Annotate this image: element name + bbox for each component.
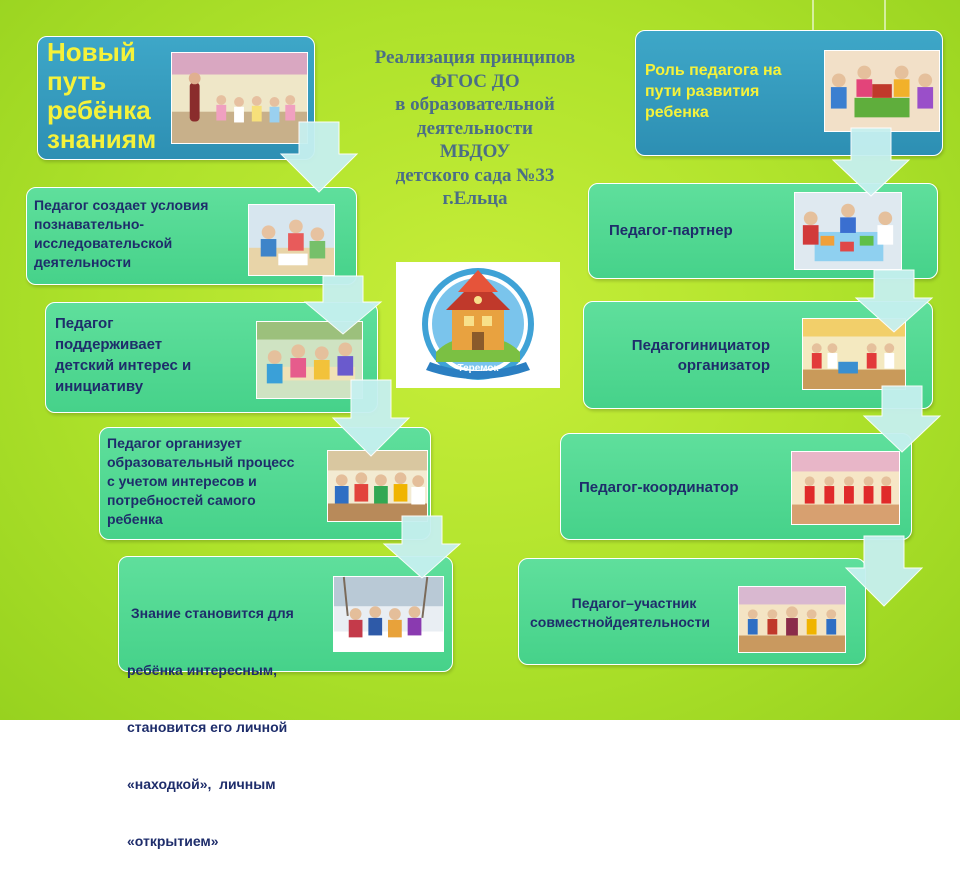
photo-children-winter <box>333 576 444 652</box>
text-line: ребенка <box>107 511 163 527</box>
text-line: «открытием» <box>127 833 219 849</box>
text-line: Знание становится для <box>127 605 294 621</box>
left-step-4-text <box>127 566 294 889</box>
arrow-down-icon <box>305 276 381 334</box>
title-line: в образовательной <box>395 94 555 115</box>
teremok-logo <box>396 262 560 388</box>
header-line: знаниям <box>47 124 157 154</box>
right-header-text <box>645 60 782 123</box>
text-line: образовательный процесс <box>107 454 295 470</box>
photo-children-exercise <box>327 450 428 522</box>
photo-children-puzzle <box>794 192 902 270</box>
right-step-4-text <box>530 594 738 632</box>
title-line: Реализация принципов <box>374 47 576 68</box>
header-line: Новый <box>47 37 136 67</box>
title-line: г.Ельца <box>442 188 508 209</box>
text-line: пути развития <box>645 83 760 100</box>
text-line: детский интерес и <box>55 357 192 374</box>
right-step-2-text <box>604 336 770 376</box>
left-step-3-text <box>107 434 294 529</box>
text-line: с учетом интересов и <box>107 473 257 489</box>
slide-title <box>340 46 610 211</box>
right-step-3-text <box>579 478 739 497</box>
text-line: ребёнка интересным, <box>127 662 278 678</box>
text-line: Педагог–участник <box>571 595 697 611</box>
text-line: Педагог организует <box>107 435 242 451</box>
header-line: ребёнка <box>47 95 151 125</box>
text-line: Педагог-координатор <box>579 479 739 496</box>
text-line: Педагог-партнер <box>609 222 733 239</box>
text-line: Педагог создает условия <box>34 197 209 213</box>
text-line: ребенка <box>645 104 709 121</box>
photo-children-modeling <box>824 50 940 132</box>
text-line: организатор <box>677 357 770 374</box>
text-line: «находкой», личным <box>127 776 276 792</box>
text-line: Педагог <box>55 315 114 332</box>
text-line: поддерживает <box>55 336 163 353</box>
right-step-1-text <box>609 221 733 240</box>
title-line: ФГОС ДО <box>430 70 520 92</box>
photo-children-dance <box>791 451 900 525</box>
left-header-title <box>47 38 167 154</box>
logo-caption: Теремок <box>457 363 499 374</box>
text-line: совместнойдеятельности <box>530 614 711 630</box>
left-step-2-text <box>55 313 191 397</box>
text-line: становится его личной <box>127 719 288 735</box>
text-line: познавательно- <box>34 216 145 232</box>
text-line: деятельности <box>34 254 132 270</box>
title-line: детского сада №33 <box>395 164 555 186</box>
photo-children-exploring <box>248 204 335 276</box>
arrow-down-icon <box>833 128 909 196</box>
left-step-1-text <box>34 196 208 272</box>
title-line: деятельности <box>417 117 533 139</box>
text-line: потребностей самого <box>107 492 256 508</box>
title-line: МБДОУ <box>439 141 511 162</box>
arrow-down-icon <box>384 516 460 578</box>
arrow-down-icon <box>856 270 932 332</box>
header-line: путь <box>47 66 107 96</box>
text-line: Роль педагога на <box>645 62 782 79</box>
arrow-down-icon <box>864 386 940 452</box>
text-line: Педагогинициатор <box>631 337 770 354</box>
arrow-down-icon <box>333 380 409 456</box>
arrow-down-icon <box>846 536 922 606</box>
photo-children-performance <box>738 586 846 653</box>
text-line: исследовательской <box>34 235 173 251</box>
text-line: инициативу <box>55 378 144 395</box>
